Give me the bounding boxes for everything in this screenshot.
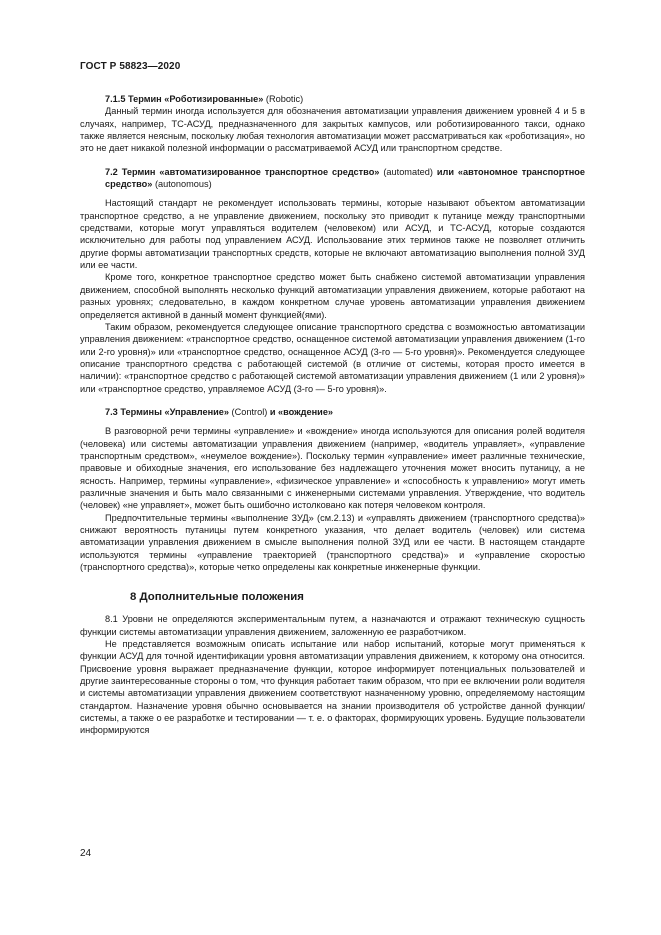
section-7-3-title-part2: и «вождение» — [269, 406, 334, 417]
section-7-2-term-en-2: (autonomous) — [152, 179, 212, 190]
document-code-header: ГОСТ Р 58823—2020 — [80, 61, 181, 72]
section-8-paragraph-1: 8.1 Уровни не определяются экспериментальным путем, а назначаются и отражают техническую сущность функции системы автоматизации управления движением, заложенную ее разработчиком. — [80, 614, 585, 637]
section-7-2-paragraph-1: Настоящий стандарт не рекомендует использовать термины, которые называют объектом автоматизации транспортное средство, а не управление движением, поскольку это приводит к путанице между транспортными средствами, которые могут управляться водителем (человеком) или АСУД, и ТС-АСУД, которые создаются исключительно для работы под управлением АСУД. Использование этих терминов также не позволяет отличить другие формы автоматизации транспортных средств, которые не включают автоматизацию выполнения полной ЗУД или ее части. — [80, 198, 585, 271]
section-7-1-5-heading — [80, 93, 585, 105]
section-7-2-heading — [80, 166, 585, 191]
section-7-3-paragraph-2: Предпочтительные термины «выполнение ЗУД» (см.2.13) и «управлять движением (транспортного средства)» снижают вероятность путаницы путем конкретного указания, что делает водитель (человек) или система автоматизации управления движением в смысле выполнения полной ЗУД или ее части. В настоящем стандарте используются термины «управление траекторией (транспортного средства)» и «управление скоростью (транспортного средства)», которые четко определены как конкретные инженерные функции. — [80, 512, 585, 573]
section-7-2-term-en-1: (automated) — [379, 166, 437, 177]
section-7-3-heading — [80, 406, 585, 418]
section-7-3-term-en: (Control) — [229, 406, 270, 417]
section-7-1-5-title: 7.1.5 Термин «Роботизированные» — [105, 94, 264, 104]
section-7-2-title-part2: или «автономное транспортное средство» — [105, 166, 585, 190]
document-body — [80, 93, 585, 737]
section-7-2-paragraph-2: Кроме того, конкретное транспортное средство может быть снабжено системой автоматизации управления движением, способной выполнять несколько функций автоматизации управления движением, которые работают на разных уровнях; следовательно, в каждом конкретном случае уровень автоматизации управления движением определяется активной в данный момент функцией(ями). — [80, 272, 585, 320]
section-7-2-paragraph-3: Таким образом, рекомендуется следующее описание транспортного средства с возможностью автоматизации управления движением: «транспортное средство, оснащенное системой автоматизации управления движением (1-го или 2-го уровня)» или «транспортное средство, оснащенное АСУД (3-го — 5-го уровня)». Рекомендуется следующее описание транспортного средства с работающей системой (в отличие от системы, которая просто имеется в наличии): «транспортное средство с работающей системой автоматизации управления движением (1 или 2 уровня)» или «транспортное средство, управляемое АСУД (3-го — 5-го уровня)». — [80, 321, 585, 394]
section-8-paragraph-2: Не представляется возможным описать испытание или набор испытаний, которые могут применяться к функции АСУД для точной идентификации уровня автоматизации управления движением, к которому она относится. Присвоение уровня выражает предназначение функции, которое информирует потенциальных пользователей и другие заинтересованные стороны о том, что функция работает таким образом, что при ее включении роли водителя и системы автоматизации управления движением соответствуют назначенному уровню, определяемому настоящим стандартом. Назначение уровня обычно основывается на знании производителя об устройстве данной функции/системы, а также о ее разработке и тестировании — т. е. о факторах, формирующих уровень. Будущие пользователи информируются — [80, 639, 585, 736]
section-7-1-5-term-en: (Robotic) — [263, 94, 304, 104]
section-7-3-title-part1: 7.3 Термины «Управление» — [105, 406, 229, 417]
page-number: 24 — [80, 848, 92, 859]
section-7-3-paragraph-1: В разговорной речи термины «управление» и «вождение» иногда используются для описания ролей водителя (человека) или системы автоматизации управления движением (например, «водитель управляет», «управление транспортным средством», «неумелое вождение»). Поскольку термин «управление» имеет различные технические, правовые и обиходные значения, его использование без надлежащего уточнения может вносить путаницу, а не ясность. Например, термины «управление», «физическое управление» и «способность к управлению» могут иметь различные значения и быть мало связанными с инженерными системами управления. Утверждение, что водитель (человек) «не управляет», может быть ошибочно истолковано как потеря человеком контроля. — [80, 426, 585, 511]
section-8-heading: 8 Дополнительные положения — [130, 591, 304, 604]
section-7-1-5-paragraph: Данный термин иногда используется для обозначения автоматизации управления движением уровней 4 и 5 в случаях, например, ТС-АСУД, предназначенного для закрытых кампусов, или роботизированного такси, однако также является неясным, поскольку любая технология автоматизации может рассматриваться как «роботизация», но это не дает никакой полезной информации о рассматриваемой АСУД или транспортном средстве. — [80, 106, 585, 154]
section-7-2-title-part1: 7.2 Термин «автоматизированное транспортное средство» — [105, 166, 380, 177]
